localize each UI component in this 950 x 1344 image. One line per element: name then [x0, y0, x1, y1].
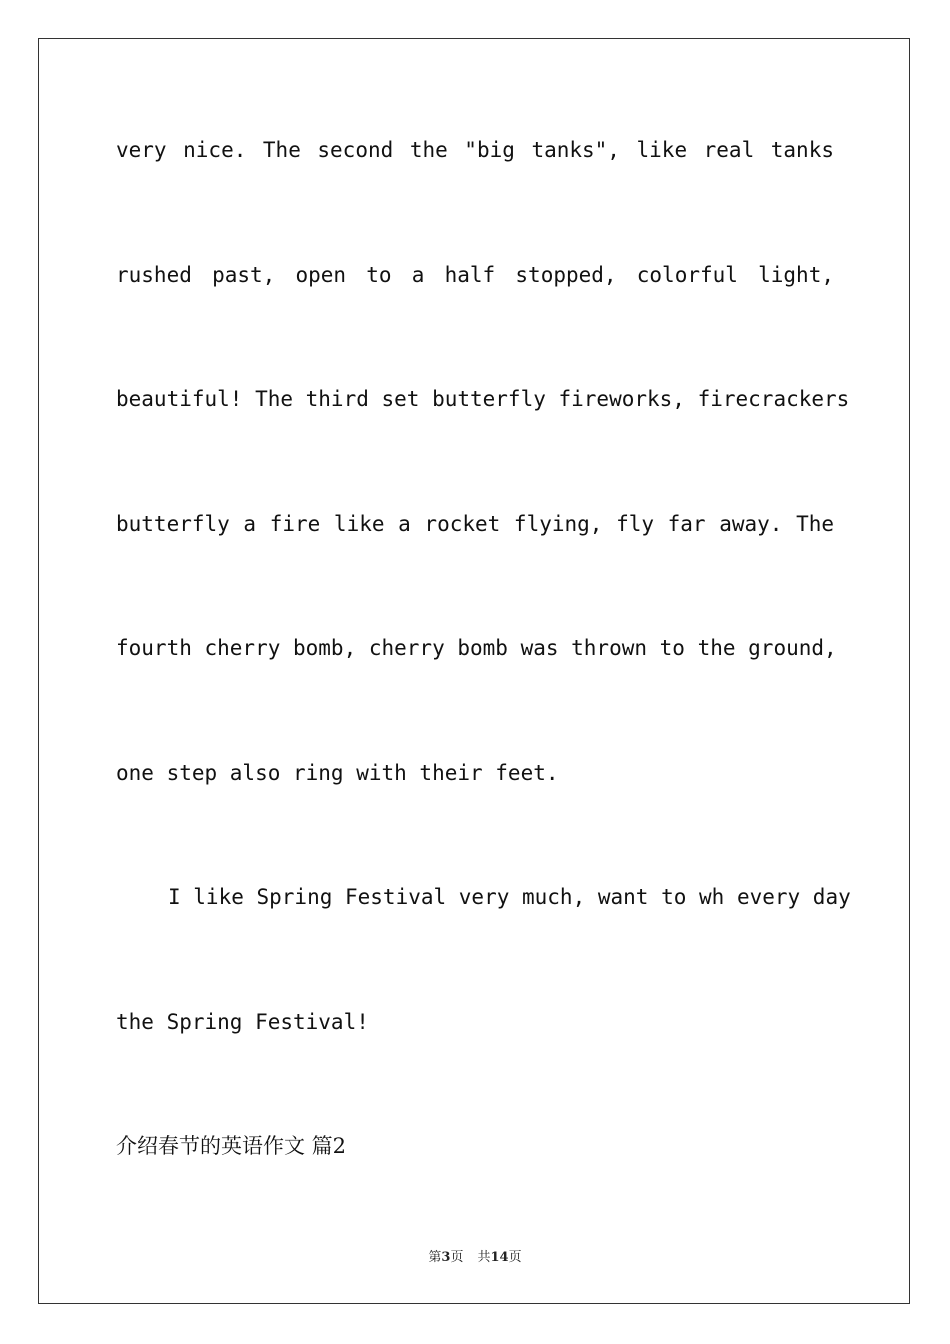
- footer-total-prefix: 共: [477, 1250, 491, 1265]
- page-footer: [0, 1246, 950, 1265]
- footer-page-suffix: 页: [450, 1250, 464, 1265]
- section-heading: 介绍春节的英语作文 篇2: [116, 1134, 347, 1158]
- page-border: [38, 38, 910, 1304]
- body-text-line: beautiful! The third set butterfly fireworks, firecrackers: [116, 387, 850, 411]
- footer-total-suffix: 页: [508, 1250, 522, 1265]
- body-text-line: butterfly a fire like a rocket flying, fly far away. The: [116, 512, 834, 536]
- body-text-line: one step also ring with their feet.: [116, 761, 559, 785]
- body-text-line: fourth cherry bomb, cherry bomb was thrown to the ground,: [116, 636, 837, 660]
- body-text-line: rushed past, open to a half stopped, colorful light,: [116, 263, 834, 287]
- footer-total-pages: 14: [490, 1250, 509, 1265]
- footer-page-prefix: 第: [428, 1250, 442, 1265]
- body-text-line: very nice. The second the "big tanks", like real tanks: [116, 138, 834, 162]
- footer-current-page: 3: [441, 1250, 451, 1265]
- body-text-line-indented: I like Spring Festival very much, want to wh every day: [168, 885, 851, 909]
- body-text-line: the Spring Festival!: [116, 1010, 369, 1034]
